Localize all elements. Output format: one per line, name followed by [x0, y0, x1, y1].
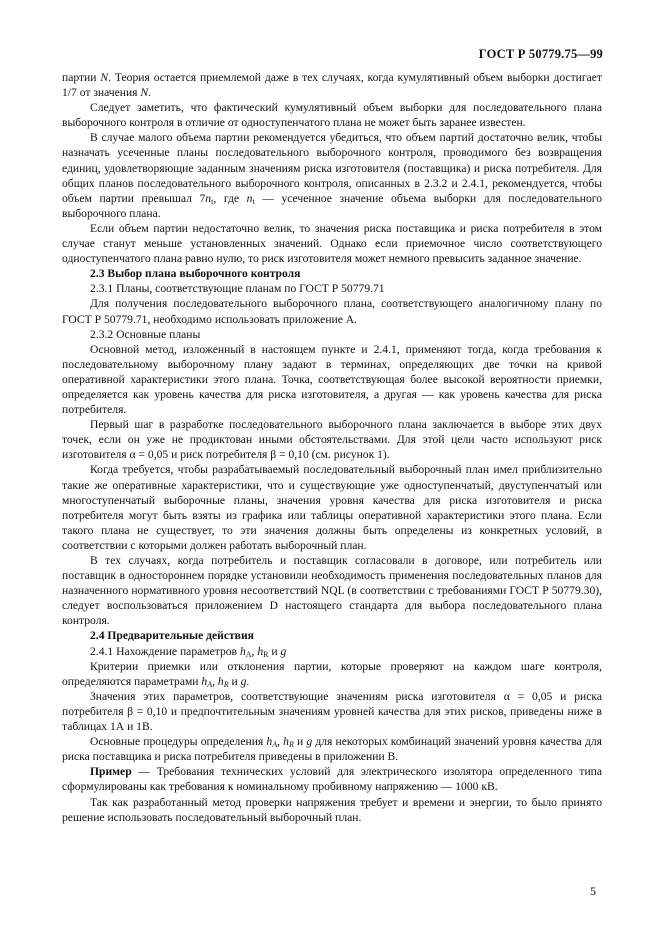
paragraph: В тех случаях, когда потребитель и поставщик согласовали в договоре, или потребитель или поставщик в одностороннем порядке установили необходимость применения последовательных планов для назначенного нормативного уровня несоответствий NQL (в соответствии с требованиями ГОСТ Р 50779.30), следует воспользоваться приложением D настоящего стандарта для выбора последовательного плана контроля.: [62, 554, 602, 628]
paragraph: партии N. Теория остается приемлемой даже в тех случаях, когда кумулятивный объем выборки достигает 1/7 от значения N.: [62, 71, 602, 100]
paragraph: Основной метод, изложенный в настоящем пункте и 2.4.1, применяют тогда, когда требования к последовательному выборочному плану задают в терминах, определяющих две точки на кривой оперативной характеристики этого плана. Точка, соответствующая более высокой вероятности приемки, определяется как уровень качества для риска изготовителя, а другая — как уровень качества для риска потребителя.: [62, 342, 602, 417]
paragraph: Для получения последовательного выборочного плана, соответствующего аналогичному плану по ГОСТ Р 50779.71, необходимо использовать приложение А.: [62, 297, 602, 326]
subsection-title: 2.4.1 Нахождение параметров $h_A$, $h_R$ и g: [90, 644, 287, 659]
document-header: ГОСТ Р 50779.75—99: [478, 47, 603, 61]
paragraph: Критерии приемки или отклонения партии, которые проверяют на каждом шаге контроля, определяются параметрами $h_A$, $h_R$ и g.: [62, 659, 602, 689]
subsection-title: 2.3.1 Планы, соответствующие планам по ГОСТ Р 50779.71: [90, 282, 385, 296]
document-body: [62, 70, 602, 825]
paragraph: Если объем партии недостаточно велик, то значения риска поставщика и риска потребителя в этом случае станут меньше установленных значений. Однако если приемочное число соответствующего одноступенчатого плана равно нулю, то риск изготовителя может немного превысить заданное значение.: [62, 221, 602, 266]
paragraph: Так как разработанный метод проверки напряжения требует и времени и энергии, то было принято решение использовать последовательный выборочный план.: [62, 795, 602, 824]
section-heading: 2.3 Выбор плана выборочного контроля: [90, 267, 301, 281]
paragraph: Значения этих параметров, соответствующие значениям риска изготовителя α = 0,05 и риска потребителя β = 0,10 и предпочтительным значениям уровней качества для этих рисков, приведены ниже в таблицах 1А и 1В.: [62, 689, 602, 734]
example-note: Пример — Требования технических условий для электрического изолятора определенного типа сформулированы как требования к номинальному пробивному напряжению — 1000 кВ.: [62, 765, 602, 794]
paragraph: Когда требуется, чтобы разрабатываемый последовательный выборочный план имел приблизительно такие же оперативные характеристики, что и существующие уже одноступенчатый, двуступенчатый или многоступенчатый выборочные планы, значения уровня качества для риска изготовителя и риска потребителя могут быть взяты из графика или таблицы оперативной характеристики этого плана. Если такого плана не существует, то эти значения должны быть определены из конкретных условий, в соответствии с которыми должен работать выборочный план.: [62, 463, 602, 552]
paragraph: Основные процедуры определения $h_A$, $h_R$ и g для некоторых комбинаций значений уровня качества для риска поставщика и риска потребителя приведены в приложении В.: [62, 735, 603, 764]
paragraph: Следует заметить, что фактический кумулятивный объем выборки для последовательного плана выборочного контроля в отличие от одноступенчатого плана не может быть заранее известен.: [62, 101, 602, 130]
paragraph: Первый шаг в разработке последовательного выборочного плана заключается в выборе этих двух точек, если он уже не продиктован иными обстоятельствами. Для этой цели часто используют риск изготовителя α = 0,05 и риск потребителя β = 0,10 (см. рисунок 1).: [62, 418, 602, 462]
page-number: 5: [590, 884, 596, 898]
subsection-title: 2.3.2 Основные планы: [90, 327, 201, 341]
section-heading: 2.4 Предварительные действия: [90, 629, 254, 643]
paragraph: В случае малого объема партии рекомендуется убедиться, что объем партий достаточно велик, чтобы назначать усеченные планы последовательного выборочного контроля, проводимого без возвращения единиц, удовлетворяющие заданным значениям риска изготовителя (поставщика) и риска потребителя. Для общих планов последовательного выборочного контроля, описанных в 2.3.2 и 2.4.1, рекомендуется, чтобы объем партии превышал $7n_t$, где $n_t$ — усеченное значение объема выборки для последовательного выборочного плана.: [62, 131, 603, 220]
